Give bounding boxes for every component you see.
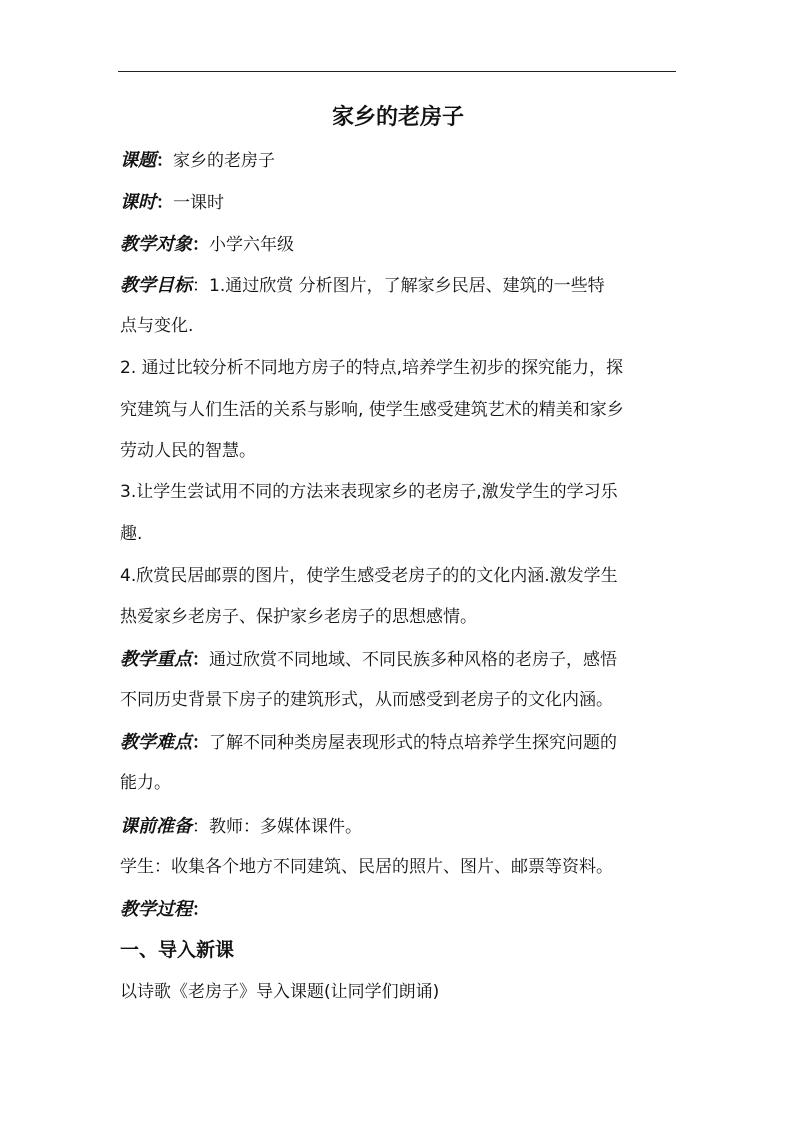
header-rule — [118, 71, 676, 72]
goal-4-text-b: 热爱家乡老房子、保护家乡老房子的思想感情。 — [120, 607, 477, 627]
preparation-label: 课前准备 — [120, 816, 192, 837]
key-points-line-1 — [120, 639, 680, 681]
goal-3-text-a: 3.让学生尝试用不同的方法来表现家乡的老房子,激发学生的学习乐 — [120, 482, 618, 502]
process-line — [120, 889, 680, 931]
goal-4-text-a: 4.欣赏民居邮票的图片，使学生感受老房子的的文化内涵.激发学生 — [120, 566, 618, 586]
key-points-sep: ： — [192, 650, 209, 670]
key-points-text-a: 通过欣赏不同地域、不同民族多种风格的老房子，感悟 — [209, 650, 617, 670]
goal-1-text-a: 1.通过欣赏 分析图片，了解家乡民居、建筑的一些特 — [209, 276, 605, 296]
audience-sep: ： — [192, 235, 209, 255]
preparation-line — [120, 806, 680, 848]
preparation-teacher: 教师：多媒体课件。 — [209, 817, 362, 837]
preparation-sep: ： — [192, 817, 209, 837]
audience-value: 小学六年级 — [209, 235, 294, 255]
preparation-student: 学生：收集各个地方不同建筑、民居的照片、图片、邮票等资料。 — [120, 857, 613, 877]
goal-2-text-a: 2. 通过比较分析不同地方房子的特点,培养学生初步的探究能力，探 — [120, 358, 624, 378]
difficulties-text-a: 了解不同种类房屋表现形式的特点培养学生探究问题的 — [209, 733, 617, 753]
goal-3-text-b: 趣. — [120, 524, 143, 544]
difficulties-sep: ： — [192, 733, 209, 753]
difficulties-label: 教学难点 — [120, 732, 192, 753]
goal-1-text-b: 点与变化. — [120, 316, 194, 336]
goals-sep: ： — [192, 276, 209, 296]
period-sep: ： — [156, 193, 173, 213]
period-label: 课时 — [120, 192, 156, 213]
process-sep: ： — [192, 900, 209, 920]
topic-sep: ： — [156, 151, 173, 171]
period-line — [120, 182, 680, 224]
key-points-label: 教学重点 — [120, 649, 192, 670]
key-points-text-b: 不同历史背景下房子的建筑形式，从而感受到老房子的文化内涵。 — [120, 690, 613, 710]
goal-2-text-b: 究建筑与人们生活的关系与影响, 使学生感受建筑艺术的精美和家乡 — [120, 400, 624, 420]
process-label: 教学过程 — [120, 899, 192, 920]
section-1-text: 以诗歌《老房子》导入课题(让同学们朗诵) — [120, 982, 440, 1002]
topic-label: 课题 — [120, 150, 156, 171]
difficulties-text-b: 能力。 — [120, 773, 171, 793]
period-value: 一课时 — [173, 193, 224, 213]
goals-label: 教学目标 — [120, 275, 192, 296]
goals-line-1 — [120, 265, 680, 307]
audience-label: 教学对象 — [120, 234, 192, 255]
topic-value: 家乡的老房子 — [173, 151, 275, 171]
difficulties-line-1 — [120, 722, 680, 764]
section-1-heading: 一、导入新课 — [120, 939, 235, 961]
document-title: 家乡的老房子 — [331, 105, 464, 130]
topic-line — [120, 140, 680, 182]
goal-2-text-c: 劳动人民的智慧。 — [120, 441, 256, 461]
audience-line — [120, 224, 680, 266]
